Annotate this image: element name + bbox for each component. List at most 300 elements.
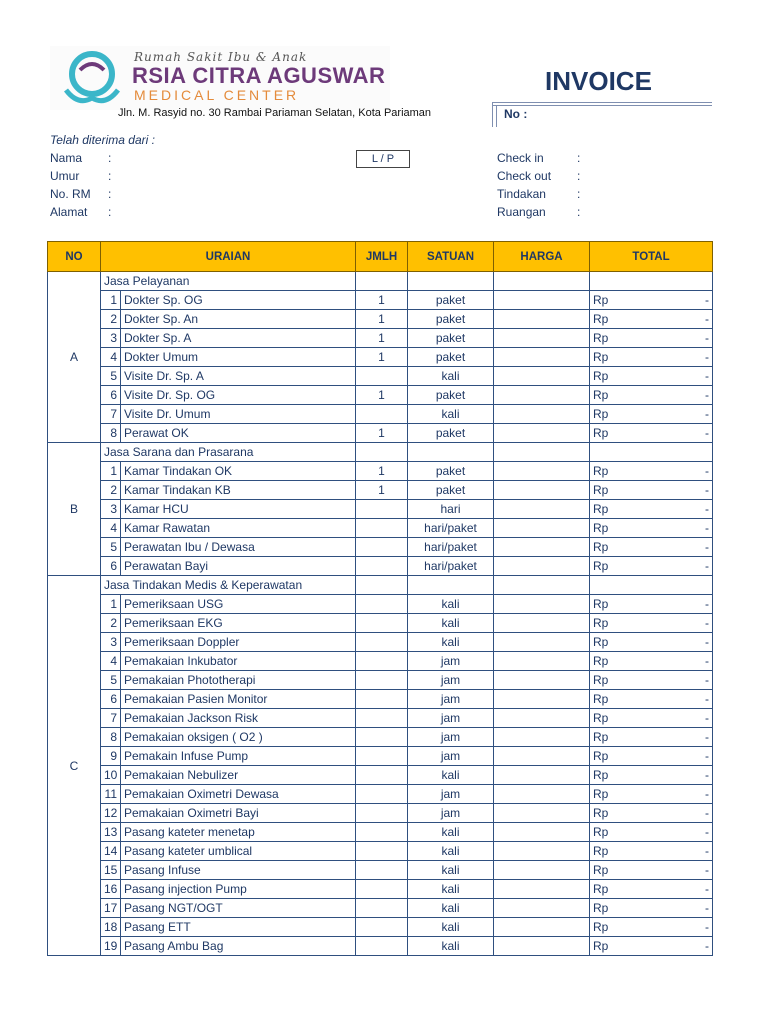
item-total	[590, 348, 713, 367]
currency-label: Rp	[593, 768, 609, 782]
item-description: Pasang kateter menetap	[121, 823, 356, 842]
item-quantity	[356, 918, 408, 937]
item-unit: kali	[408, 823, 494, 842]
item-total	[590, 766, 713, 785]
item-quantity: 1	[356, 329, 408, 348]
amount-value: -	[705, 768, 710, 782]
item-quantity	[356, 595, 408, 614]
item-total	[590, 804, 713, 823]
colon: :	[108, 169, 112, 183]
item-unit: kali	[408, 880, 494, 899]
item-description: Pemeriksaan Doppler	[121, 633, 356, 652]
currency-label: Rp	[593, 825, 609, 839]
currency-label: Rp	[593, 692, 609, 706]
colon: :	[577, 169, 581, 183]
currency-label: Rp	[593, 920, 609, 934]
table-row	[48, 899, 713, 918]
item-price	[494, 462, 590, 481]
colon: :	[577, 187, 581, 201]
amount-value: -	[705, 483, 710, 497]
item-unit: kali	[408, 367, 494, 386]
table-row	[48, 405, 713, 424]
empty-cell	[590, 443, 713, 462]
item-total	[590, 918, 713, 937]
check-out-label: Check out	[497, 169, 552, 183]
currency-label: Rp	[593, 293, 609, 307]
item-description: Kamar Tindakan KB	[121, 481, 356, 500]
amount-value: -	[705, 825, 710, 839]
item-unit: kali	[408, 766, 494, 785]
item-unit: hari/paket	[408, 519, 494, 538]
item-unit: kali	[408, 842, 494, 861]
column-header-unit: SATUAN	[408, 242, 494, 272]
divider	[492, 102, 712, 103]
item-description: Pemakaian oksigen ( O2 )	[121, 728, 356, 747]
item-number: 8	[101, 424, 121, 443]
section-title: Jasa Pelayanan	[101, 272, 356, 291]
item-description: Pasang NGT/OGT	[121, 899, 356, 918]
item-description: Visite Dr. Sp. OG	[121, 386, 356, 405]
table-row	[48, 386, 713, 405]
item-quantity	[356, 842, 408, 861]
item-price	[494, 405, 590, 424]
item-description: Pemakain Infuse Pump	[121, 747, 356, 766]
item-unit: hari/paket	[408, 557, 494, 576]
currency-label: Rp	[593, 730, 609, 744]
item-number: 7	[101, 709, 121, 728]
item-total	[590, 500, 713, 519]
gender-box[interactable]: L / P	[356, 150, 410, 168]
item-unit: hari/paket	[408, 538, 494, 557]
table-row	[48, 329, 713, 348]
item-price	[494, 329, 590, 348]
hospital-logo	[50, 46, 390, 110]
item-unit: jam	[408, 690, 494, 709]
currency-label: Rp	[593, 654, 609, 668]
table-row	[48, 614, 713, 633]
amount-value: -	[705, 844, 710, 858]
amount-value: -	[705, 388, 710, 402]
item-total	[590, 291, 713, 310]
item-description: Dokter Sp. A	[121, 329, 356, 348]
item-unit: hari	[408, 500, 494, 519]
section-title: Jasa Sarana dan Prasarana	[101, 443, 356, 462]
item-price	[494, 823, 590, 842]
item-description: Dokter Sp. An	[121, 310, 356, 329]
item-description: Pemakaian Oximetri Dewasa	[121, 785, 356, 804]
item-unit: jam	[408, 785, 494, 804]
item-unit: paket	[408, 424, 494, 443]
table-row	[48, 424, 713, 443]
item-number: 5	[101, 538, 121, 557]
item-price	[494, 614, 590, 633]
item-price	[494, 747, 590, 766]
item-number: 3	[101, 500, 121, 519]
item-total	[590, 367, 713, 386]
empty-cell	[494, 443, 590, 462]
item-quantity	[356, 519, 408, 538]
empty-cell	[408, 576, 494, 595]
amount-value: -	[705, 350, 710, 364]
item-number: 1	[101, 462, 121, 481]
item-price	[494, 595, 590, 614]
item-total	[590, 690, 713, 709]
item-quantity	[356, 652, 408, 671]
item-total	[590, 310, 713, 329]
item-price	[494, 766, 590, 785]
item-price	[494, 709, 590, 728]
table-row	[48, 842, 713, 861]
amount-value: -	[705, 331, 710, 345]
column-header-total: TOTAL	[590, 242, 713, 272]
colon: :	[108, 187, 112, 201]
table-row	[48, 557, 713, 576]
item-unit: kali	[408, 861, 494, 880]
item-number: 16	[101, 880, 121, 899]
check-in-label: Check in	[497, 151, 544, 165]
currency-label: Rp	[593, 483, 609, 497]
colon: :	[577, 205, 581, 219]
currency-label: Rp	[593, 407, 609, 421]
item-quantity: 1	[356, 386, 408, 405]
item-total	[590, 595, 713, 614]
table-row	[48, 690, 713, 709]
item-description: Kamar Rawatan	[121, 519, 356, 538]
divider	[492, 105, 712, 106]
item-description: Pemeriksaan EKG	[121, 614, 356, 633]
item-unit: paket	[408, 291, 494, 310]
section-letter: C	[48, 576, 101, 956]
name-label: Nama	[50, 151, 83, 165]
item-total	[590, 747, 713, 766]
logo-tagline: MEDICAL CENTER	[134, 87, 300, 103]
amount-value: -	[705, 749, 710, 763]
item-unit: paket	[408, 348, 494, 367]
amount-value: -	[705, 426, 710, 440]
currency-label: Rp	[593, 559, 609, 573]
item-price	[494, 861, 590, 880]
item-total	[590, 329, 713, 348]
item-total	[590, 538, 713, 557]
item-total	[590, 481, 713, 500]
empty-cell	[408, 443, 494, 462]
item-quantity	[356, 557, 408, 576]
currency-label: Rp	[593, 939, 609, 953]
currency-label: Rp	[593, 502, 609, 516]
item-price	[494, 671, 590, 690]
item-price	[494, 291, 590, 310]
item-price	[494, 424, 590, 443]
item-quantity	[356, 899, 408, 918]
item-description: Kamar Tindakan OK	[121, 462, 356, 481]
table-row	[48, 500, 713, 519]
item-unit: jam	[408, 804, 494, 823]
table-row	[48, 785, 713, 804]
item-number: 4	[101, 652, 121, 671]
item-price	[494, 633, 590, 652]
empty-cell	[494, 576, 590, 595]
item-unit: paket	[408, 310, 494, 329]
item-description: Pemakaian Phototherapi	[121, 671, 356, 690]
colon: :	[108, 205, 112, 219]
section-title: Jasa Tindakan Medis & Keperawatan	[101, 576, 356, 595]
item-quantity	[356, 880, 408, 899]
item-total	[590, 652, 713, 671]
item-quantity: 1	[356, 291, 408, 310]
item-total	[590, 519, 713, 538]
item-description: Pasang Ambu Bag	[121, 937, 356, 956]
item-quantity	[356, 804, 408, 823]
currency-label: Rp	[593, 787, 609, 801]
item-quantity: 1	[356, 310, 408, 329]
item-number: 3	[101, 329, 121, 348]
item-price	[494, 310, 590, 329]
item-number: 5	[101, 671, 121, 690]
item-description: Pemakaian Inkubator	[121, 652, 356, 671]
divider	[496, 105, 497, 127]
item-number: 8	[101, 728, 121, 747]
item-number: 12	[101, 804, 121, 823]
item-unit: jam	[408, 747, 494, 766]
item-quantity	[356, 690, 408, 709]
item-unit: paket	[408, 462, 494, 481]
amount-value: -	[705, 730, 710, 744]
item-unit: jam	[408, 728, 494, 747]
item-price	[494, 937, 590, 956]
amount-value: -	[705, 901, 710, 915]
item-description: Visite Dr. Sp. A	[121, 367, 356, 386]
item-quantity	[356, 405, 408, 424]
amount-value: -	[705, 540, 710, 554]
currency-label: Rp	[593, 635, 609, 649]
item-unit: jam	[408, 671, 494, 690]
item-price	[494, 367, 590, 386]
invoice-title: INVOICE	[545, 66, 652, 96]
item-number: 17	[101, 899, 121, 918]
table-row	[48, 671, 713, 690]
amount-value: -	[705, 369, 710, 383]
amount-value: -	[705, 939, 710, 953]
item-description: Pemakaian Nebulizer	[121, 766, 356, 785]
table-row	[48, 310, 713, 329]
item-price	[494, 842, 590, 861]
item-number: 10	[101, 766, 121, 785]
column-header-no: NO	[48, 242, 101, 272]
item-unit: kali	[408, 937, 494, 956]
item-quantity	[356, 633, 408, 652]
section-letter: A	[48, 272, 101, 443]
item-price	[494, 481, 590, 500]
table-row	[48, 633, 713, 652]
item-total	[590, 937, 713, 956]
room-label: Ruangan	[497, 205, 546, 219]
column-header-description: URAIAN	[101, 242, 356, 272]
procedure-label: Tindakan	[497, 187, 546, 201]
item-quantity	[356, 747, 408, 766]
item-number: 6	[101, 557, 121, 576]
item-description: Kamar HCU	[121, 500, 356, 519]
item-description: Pemakaian Pasien Monitor	[121, 690, 356, 709]
table-row	[48, 367, 713, 386]
item-total	[590, 880, 713, 899]
item-quantity: 1	[356, 348, 408, 367]
hospital-address: Jln. M. Rasyid no. 30 Rambai Pariaman Selatan, Kota Pariaman	[118, 107, 432, 119]
item-price	[494, 899, 590, 918]
amount-value: -	[705, 654, 710, 668]
item-total	[590, 405, 713, 424]
item-description: Dokter Sp. OG	[121, 291, 356, 310]
currency-label: Rp	[593, 673, 609, 687]
amount-value: -	[705, 787, 710, 801]
item-price	[494, 348, 590, 367]
item-number: 4	[101, 519, 121, 538]
table-row	[48, 918, 713, 937]
item-unit: jam	[408, 652, 494, 671]
currency-label: Rp	[593, 312, 609, 326]
currency-label: Rp	[593, 806, 609, 820]
table-row	[48, 481, 713, 500]
table-row	[48, 766, 713, 785]
section-row	[48, 272, 713, 291]
amount-value: -	[705, 559, 710, 573]
item-price	[494, 690, 590, 709]
item-total	[590, 557, 713, 576]
table-row	[48, 861, 713, 880]
item-description: Pasang kateter umblical	[121, 842, 356, 861]
currency-label: Rp	[593, 597, 609, 611]
item-price	[494, 500, 590, 519]
item-number: 9	[101, 747, 121, 766]
item-number: 18	[101, 918, 121, 937]
item-total	[590, 424, 713, 443]
item-description: Pemakaian Oximetri Bayi	[121, 804, 356, 823]
item-quantity	[356, 538, 408, 557]
currency-label: Rp	[593, 882, 609, 896]
item-total	[590, 386, 713, 405]
item-price	[494, 804, 590, 823]
table-row	[48, 937, 713, 956]
amount-value: -	[705, 407, 710, 421]
currency-label: Rp	[593, 521, 609, 535]
currency-label: Rp	[593, 426, 609, 440]
table-row	[48, 747, 713, 766]
item-total	[590, 462, 713, 481]
item-quantity	[356, 500, 408, 519]
empty-cell	[356, 272, 408, 291]
currency-label: Rp	[593, 331, 609, 345]
item-description: Pasang ETT	[121, 918, 356, 937]
item-quantity	[356, 614, 408, 633]
item-unit: kali	[408, 614, 494, 633]
item-unit: kali	[408, 633, 494, 652]
colon: :	[108, 151, 112, 165]
item-total	[590, 633, 713, 652]
item-quantity: 1	[356, 424, 408, 443]
section-letter: B	[48, 443, 101, 576]
invoice-table	[47, 241, 713, 956]
item-total	[590, 823, 713, 842]
colon: :	[577, 151, 581, 165]
item-number: 19	[101, 937, 121, 956]
column-header-quantity: JMLH	[356, 242, 408, 272]
item-price	[494, 728, 590, 747]
item-quantity: 1	[356, 481, 408, 500]
item-quantity	[356, 709, 408, 728]
amount-value: -	[705, 502, 710, 516]
divider	[492, 102, 493, 127]
item-description: Pemeriksaan USG	[121, 595, 356, 614]
table-row	[48, 804, 713, 823]
item-unit: paket	[408, 386, 494, 405]
amount-value: -	[705, 616, 710, 630]
address-label: Alamat	[50, 205, 88, 219]
empty-cell	[356, 443, 408, 462]
amount-value: -	[705, 863, 710, 877]
table-row	[48, 652, 713, 671]
amount-value: -	[705, 711, 710, 725]
item-description: Dokter Umum	[121, 348, 356, 367]
table-row	[48, 880, 713, 899]
amount-value: -	[705, 521, 710, 535]
item-description: Pasang injection Pump	[121, 880, 356, 899]
table-header-row	[48, 242, 713, 272]
currency-label: Rp	[593, 616, 609, 630]
item-quantity	[356, 766, 408, 785]
medical-record-label: No. RM	[50, 187, 91, 201]
column-header-price: HARGA	[494, 242, 590, 272]
item-price	[494, 386, 590, 405]
item-unit: kali	[408, 595, 494, 614]
item-unit: kali	[408, 918, 494, 937]
item-description: Pemakaian Jackson Risk	[121, 709, 356, 728]
table-row	[48, 519, 713, 538]
item-price	[494, 519, 590, 538]
item-number: 14	[101, 842, 121, 861]
item-unit: kali	[408, 899, 494, 918]
table-row	[48, 291, 713, 310]
table-row	[48, 728, 713, 747]
currency-label: Rp	[593, 749, 609, 763]
currency-label: Rp	[593, 844, 609, 858]
item-unit: jam	[408, 709, 494, 728]
empty-cell	[356, 576, 408, 595]
item-number: 2	[101, 614, 121, 633]
item-total	[590, 899, 713, 918]
item-quantity	[356, 671, 408, 690]
currency-label: Rp	[593, 711, 609, 725]
item-number: 7	[101, 405, 121, 424]
item-number: 1	[101, 291, 121, 310]
item-total	[590, 728, 713, 747]
item-number: 2	[101, 310, 121, 329]
table-row	[48, 538, 713, 557]
empty-cell	[590, 272, 713, 291]
amount-value: -	[705, 882, 710, 896]
item-price	[494, 918, 590, 937]
logo-name: RSIA CITRA AGUSWAR	[132, 63, 386, 88]
currency-label: Rp	[593, 388, 609, 402]
amount-value: -	[705, 806, 710, 820]
item-description: Visite Dr. Umum	[121, 405, 356, 424]
item-unit: paket	[408, 329, 494, 348]
item-description: Perawatan Bayi	[121, 557, 356, 576]
item-price	[494, 538, 590, 557]
amount-value: -	[705, 464, 710, 478]
item-number: 6	[101, 690, 121, 709]
item-total	[590, 842, 713, 861]
table-row	[48, 462, 713, 481]
section-row	[48, 576, 713, 595]
